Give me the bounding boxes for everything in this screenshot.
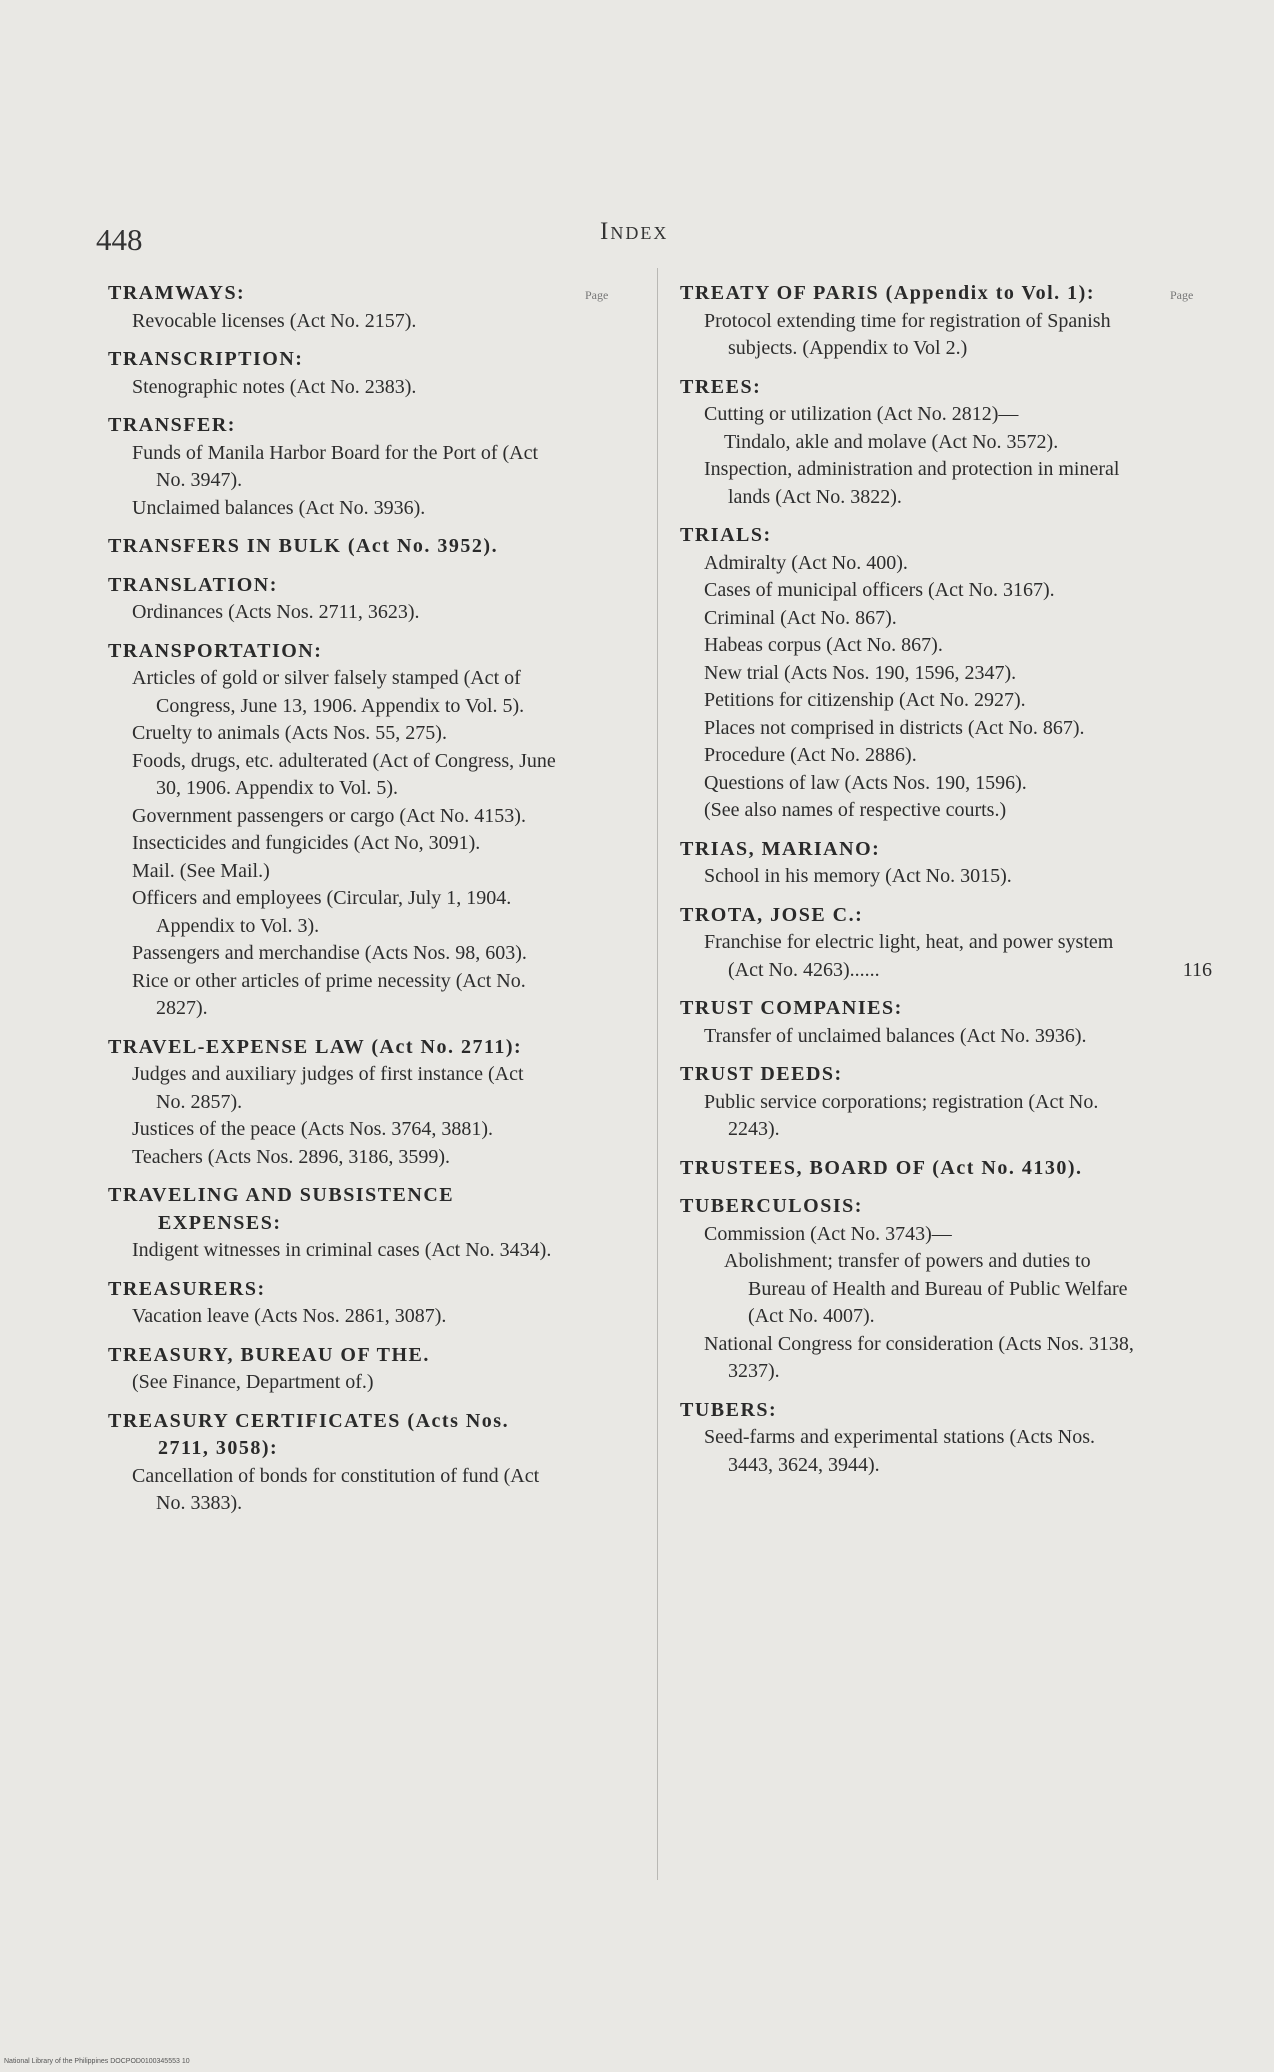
index-subentry (108, 599, 556, 627)
index-entry (108, 638, 556, 1023)
index-heading: TREASURY, BUREAU OF THE. (108, 1343, 430, 1366)
index-subentry-text: Places not comprised in districts (Act No. 867). (704, 716, 1085, 739)
index-entry (680, 1155, 1136, 1183)
index-heading: TRIALS: (680, 524, 772, 546)
index-entry (108, 412, 556, 522)
index-subentry-text: Procedure (Act No. 2886). (704, 744, 917, 766)
index-entry (108, 572, 556, 627)
index-subentry-text: Cases of municipal officers (Act No. 3167). (704, 579, 1055, 601)
index-subentry-text: Public service corporations; registration (Act No. 2243). (704, 1090, 1099, 1140)
index-heading: TREES: (680, 375, 762, 398)
index-subentry (680, 1089, 1136, 1144)
index-entry (108, 1182, 556, 1265)
index-heading: TRANSCRIPTION: (108, 348, 304, 370)
index-heading: TRANSLATION: (108, 573, 278, 596)
left-index-column (108, 280, 556, 1529)
index-heading: TREASURERS: (108, 1277, 266, 1300)
index-heading: TRANSPORTATION: (108, 639, 323, 662)
index-subentry (108, 885, 556, 940)
index-subentry-text: Cancellation of bonds for constitution of fund (Act No. 3383). (132, 1464, 540, 1514)
index-subentry (108, 374, 556, 402)
page-number: 448 (96, 222, 143, 257)
index-subentry-text: Revocable licenses (Act No. 2157). (132, 309, 417, 332)
index-subentry-text: Transfer of unclaimed balances (Act No. 3936). (704, 1024, 1087, 1047)
index-heading: TROTA, JOSE C.: (680, 903, 864, 926)
index-subentry-text: Indigent witnesses in criminal cases (Act No. 3434). (132, 1239, 552, 1261)
index-subentry-text: Criminal (Act No. 867). (704, 606, 897, 629)
index-subentry (680, 1023, 1136, 1051)
index-subentry (108, 1303, 556, 1331)
index-heading: TRUST DEEDS: (680, 1063, 843, 1085)
index-subentry-text: Unclaimed balances (Act No. 3936). (132, 496, 426, 519)
index-subentry (680, 401, 1136, 429)
index-subentry-text: National Congress for consideration (Acts Nos. 3138, 3237). (704, 1332, 1134, 1382)
index-subentry (680, 632, 1136, 660)
index-subentry-text: Seed-farms and experimental stations (Acts Nos. 3443, 3624, 3944). (704, 1426, 1096, 1476)
scan-footer: National Library of the Philippines DOCPOD0100345553 10 (4, 2058, 190, 2065)
index-subentry-text: Petitions for citizenship (Act No. 2927). (704, 689, 1026, 711)
index-subentry (680, 797, 1136, 825)
index-entry (108, 1408, 556, 1518)
index-subentry-text: Funds of Manila Harbor Board for the Port of (Act No. 3947). (132, 441, 539, 491)
column-divider (657, 268, 658, 1880)
index-heading: TREATY OF PARIS (Appendix to Vol. 1): (680, 282, 1095, 304)
index-heading: TRUST COMPANIES: (680, 997, 903, 1019)
index-subentry (680, 429, 1136, 457)
index-subentry-text: Articles of gold or silver falsely stamped (Act of Congress, June 13, 1906. Appendix to Vol. 5). (132, 667, 525, 717)
index-entry (680, 1397, 1136, 1480)
index-subentry (108, 940, 556, 968)
index-subentry (108, 830, 556, 858)
index-subentry-text: School in his memory (Act No. 3015). (704, 865, 1012, 887)
index-subentry-text: Franchise for electric light, heat, and power system (Act No. 4263)...... (704, 931, 1114, 981)
index-subentry (108, 495, 556, 523)
index-subentry (680, 577, 1136, 605)
index-heading: TRUSTEES, BOARD OF (Act No. 4130). (680, 1156, 1083, 1179)
index-subentry (680, 1331, 1136, 1386)
index-subentry-text: Questions of law (Acts Nos. 190, 1596). (704, 771, 1027, 794)
index-subentry (680, 863, 1136, 891)
index-heading: TRAMWAYS: (108, 282, 246, 304)
index-entry (680, 902, 1212, 985)
index-subentry (680, 1248, 1136, 1331)
index-heading: TUBERS: (680, 1398, 778, 1421)
index-subentry-text: Abolishment; transfer of powers and duties to Bureau of Health and Bureau of Public Welfare (Act No. 4007). (724, 1250, 1128, 1327)
index-subentry (108, 665, 556, 720)
index-subentry (680, 456, 1136, 511)
index-subentry (108, 1144, 556, 1172)
page-label-right: Page (1170, 288, 1194, 302)
index-subentry (108, 1369, 556, 1397)
index-subentry-text: Foods, drugs, etc. adulterated (Act of Congress, June 30, 1906. Appendix to Vol. 5). (132, 749, 556, 799)
index-entry (680, 836, 1136, 891)
index-entry (680, 1061, 1136, 1144)
index-subentry (108, 308, 556, 336)
index-subentry (680, 770, 1136, 798)
index-entry (680, 522, 1136, 825)
index-subentry-text: Insecticides and fungicides (Act No, 3091). (132, 832, 481, 854)
index-subentry (680, 1221, 1136, 1249)
index-heading: TRIAS, MARIANO: (680, 837, 881, 860)
index-entry (680, 374, 1136, 512)
index-subentry (108, 720, 556, 748)
index-entry (680, 1193, 1136, 1386)
index-entry (108, 1034, 556, 1172)
index-entry (108, 533, 556, 561)
index-entry (108, 1276, 556, 1331)
index-subentry (680, 687, 1136, 715)
index-subentry-text: Ordinances (Acts Nos. 2711, 3623). (132, 601, 420, 623)
index-subentry (108, 1463, 556, 1518)
index-subentry-text: Officers and employees (Circular, July 1, 1904. Appendix to Vol. 3). (132, 887, 512, 937)
index-subentry-text: Rice or other articles of prime necessity (Act No. 2827). (132, 969, 526, 1019)
index-subentry-text: (See also names of respective courts.) (704, 799, 1007, 821)
index-subentry-text: Cruelty to animals (Acts Nos. 55, 275). (132, 722, 447, 744)
index-subentry-text: Inspection, administration and protection in mineral lands (Act No. 3822). (704, 458, 1120, 508)
index-subentry (108, 1116, 556, 1144)
page-reference: 116 (1182, 958, 1212, 981)
index-entry (680, 280, 1136, 363)
index-subentry-text: New trial (Acts Nos. 190, 1596, 2347). (704, 661, 1017, 684)
index-heading: TRAVEL-EXPENSE LAW (Act No. 2711): (108, 1035, 523, 1058)
index-subentry (108, 1237, 556, 1265)
index-subentry (108, 1061, 556, 1116)
index-subentry-text: (See Finance, Department of.) (132, 1371, 374, 1393)
index-subentry-text: Passengers and merchandise (Acts Nos. 98, 603). (132, 942, 527, 964)
index-heading: TRANSFERS IN BULK (Act No. 3952). (108, 535, 499, 557)
index-subentry (680, 550, 1136, 578)
index-subentry-text: Tindalo, akle and molave (Act No. 3572). (724, 430, 1059, 453)
index-subentry-text: Cutting or utilization (Act No. 2812)— (704, 403, 1019, 425)
index-subentry-text: Teachers (Acts Nos. 2896, 3186, 3599). (132, 1145, 450, 1168)
index-subentry-text: Protocol extending time for registration of Spanish subjects. (Appendix to Vol 2.) (704, 309, 1111, 359)
index-entry (108, 1342, 556, 1397)
index-entry (108, 346, 556, 401)
index-entry (108, 280, 556, 335)
index-subentry-text: Commission (Act No. 3743)— (704, 1222, 952, 1245)
index-subentry (108, 440, 556, 495)
index-subentry (680, 308, 1136, 363)
index-subentry-text: Judges and auxiliary judges of first instance (Act No. 2857). (132, 1063, 524, 1113)
index-subentry (680, 660, 1136, 688)
index-subentry-text: Mail. (See Mail.) (132, 859, 270, 882)
running-head: Index (600, 218, 669, 245)
index-heading: TUBERCULOSIS: (680, 1195, 863, 1217)
index-subentry (108, 803, 556, 831)
index-subentry (680, 742, 1136, 770)
index-subentry (680, 1424, 1136, 1479)
index-subentry (680, 605, 1136, 633)
index-subentry-text: Stenographic notes (Act No. 2383). (132, 375, 417, 398)
index-heading: TRAVELING AND SUBSISTENCE EXPENSES: (108, 1184, 455, 1234)
index-subentry (680, 715, 1136, 743)
index-entry (680, 995, 1136, 1050)
index-subentry-text: Habeas corpus (Act No. 867). (704, 634, 943, 656)
index-heading: TREASURY CERTIFICATES (Acts Nos. 2711, 3058): (108, 1409, 510, 1459)
page-label-left: Page (585, 288, 609, 302)
index-heading: TRANSFER: (108, 414, 236, 436)
index-subentry-text: Admiralty (Act No. 400). (704, 551, 908, 574)
index-subentry (680, 929, 1212, 984)
index-subentry (108, 858, 556, 886)
index-subentry-text: Justices of the peace (Acts Nos. 3764, 3881). (132, 1118, 494, 1140)
index-subentry (108, 968, 556, 1023)
index-subentry-text: Government passengers or cargo (Act No. 4153). (132, 804, 526, 827)
index-subentry (108, 748, 556, 803)
index-subentry-text: Vacation leave (Acts Nos. 2861, 3087). (132, 1305, 447, 1327)
